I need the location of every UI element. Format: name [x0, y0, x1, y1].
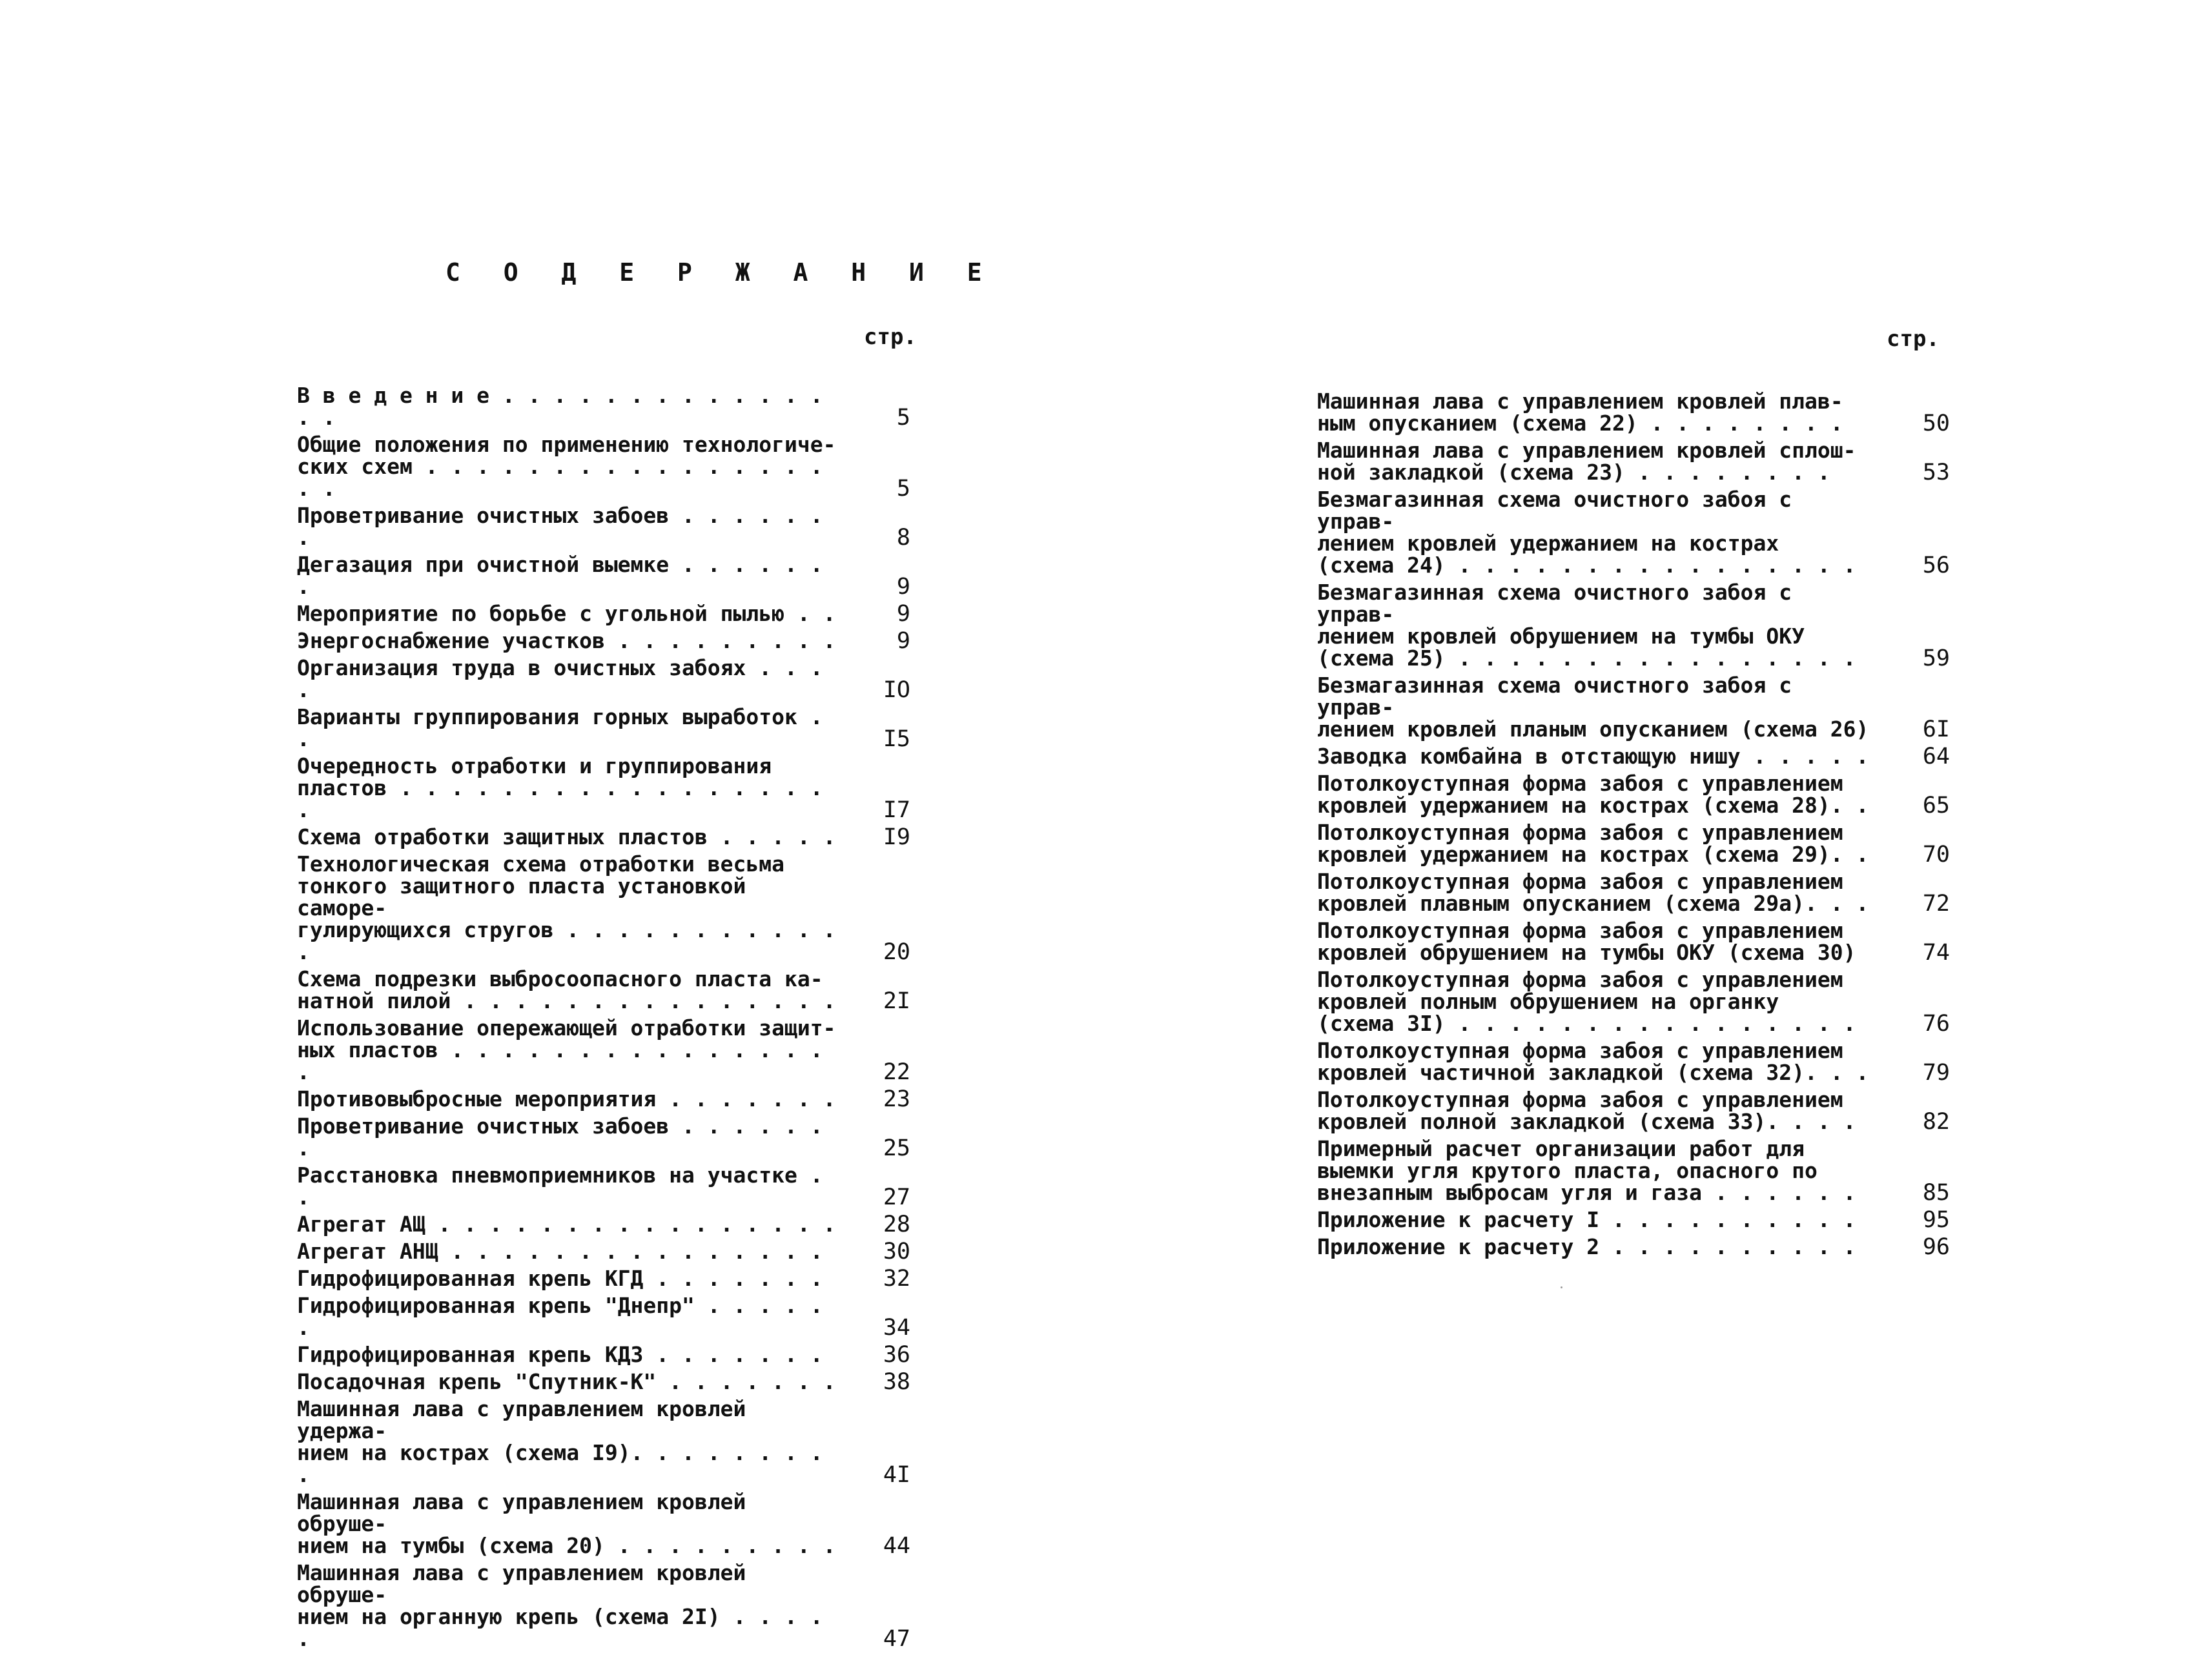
toc-entry-page: I5: [883, 726, 910, 752]
toc-entry-page: 9: [896, 601, 910, 627]
toc-entry: [297, 1562, 910, 1650]
toc-entry-title: Потолкоуступная форма забоя с управлением кровлей удержанием на кострах (схема 29). .: [1317, 820, 1869, 867]
toc-entry-page: 36: [883, 1342, 910, 1368]
toc-entry: [297, 1164, 910, 1208]
toc-entry: [1317, 582, 1950, 669]
toc-entry: [1317, 969, 1950, 1035]
toc-entry-page: 59: [1922, 645, 1950, 671]
toc-entry-page: IO: [883, 677, 910, 703]
toc-entry-title: Машинная лава с управлением кровлей удержа- нием на кострах (схема I9). . . . . . . . .: [297, 1396, 823, 1487]
toc-entry-page: 56: [1922, 553, 1950, 578]
toc-entry-title: Проветривание очистных забоев . . . . . . .: [297, 1113, 823, 1161]
toc-entry: [1317, 391, 1950, 434]
toc-entry-title: Общие положения по применению технологиче- ских схем . . . . . . . . . . . . . . . . . .: [297, 432, 836, 501]
toc-entry-page: 9: [896, 628, 910, 654]
toc-entry-title: Машинная лава с управлением кровлей сплош- ной закладкой (схема 23) . . . . . . . .: [1317, 438, 1856, 485]
toc-entry-page: 72: [1922, 891, 1950, 917]
toc-entry-page: 25: [883, 1135, 910, 1161]
toc-entry: [297, 1088, 910, 1110]
toc-entry-title: В в е д е н и е . . . . . . . . . . . . . . .: [297, 383, 823, 430]
toc-entry-title: Гидрофицированная крепь "Днепр" . . . . . .: [297, 1293, 823, 1340]
toc-entry: [1317, 773, 1950, 817]
toc-entry-title: Агрегат АЩ . . . . . . . . . . . . . . . .: [297, 1212, 836, 1237]
toc-entry-page: 74: [1922, 940, 1950, 966]
toc-entry-page: 76: [1922, 1011, 1950, 1037]
toc-entry-page: 64: [1922, 744, 1950, 769]
toc-entry-title: Безмагазинная схема очистного забоя с управ- лением кровлей удержанием на кострах (схема 24) . . . . . . . . . . . . . . . .: [1317, 487, 1856, 578]
toc-entry-title: Потолкоуступная форма забоя с управлением кровлей частичной закладкой (схема 32). . .: [1317, 1038, 1869, 1085]
toc-entry-page: 4I: [883, 1462, 910, 1488]
toc-entry: [1317, 1236, 1950, 1258]
toc-entry: [1317, 1089, 1950, 1133]
toc-entry-title: Потолкоуступная форма забоя с управлением кровлей полной закладкой (схема 33). . . .: [1317, 1087, 1856, 1134]
toc-entry: [297, 630, 910, 652]
toc-entry-page: 5: [896, 405, 910, 431]
toc-entry-page: 30: [883, 1239, 910, 1264]
toc-entry-title: Потолкоуступная форма забоя с управлением кровлей обрушением на тумбы ОКУ (схема 30): [1317, 918, 1856, 965]
toc-entry-page: I9: [883, 824, 910, 850]
toc-entry-page: 34: [883, 1315, 910, 1341]
toc-entry-title: Схема подрезки выбросоопасного пласта ка- натной пилой . . . . . . . . . . . . . . .: [297, 966, 836, 1013]
toc-entry: [297, 434, 910, 500]
toc-entry-page: 38: [883, 1369, 910, 1395]
toc-entry: [1317, 489, 1950, 576]
toc-entry-page: 65: [1922, 793, 1950, 818]
toc-entry-title: Использование опережающей отработки защит- ных пластов . . . . . . . . . . . . . . . .: [297, 1015, 836, 1084]
toc-column-left: [297, 385, 910, 1655]
toc-entry-page: 23: [883, 1086, 910, 1112]
toc-entry-page: 95: [1922, 1207, 1950, 1233]
toc-entry-page: 28: [883, 1212, 910, 1237]
toc-entry-title: Безмагазинная схема очистного забоя с управ- лением кровлей планым опусканием (схема 26): [1317, 673, 1869, 742]
toc-entry-title: Машинная лава с управлением кровлей плав- ным опусканием (схема 22) . . . . . . . .: [1317, 389, 1843, 436]
toc-entry-title: Энергоснабжение участков . . . . . . . . .: [297, 628, 836, 653]
toc-entry: [297, 968, 910, 1012]
toc-entry-title: Посадочная крепь "Спутник-К" . . . . . . .: [297, 1369, 836, 1394]
toc-entry: [297, 853, 910, 963]
toc-entry-title: Агрегат АНЩ . . . . . . . . . . . . . . .: [297, 1239, 823, 1264]
toc-entry-page: 2I: [883, 988, 910, 1014]
toc-entry: [297, 1295, 910, 1339]
toc-entry-title: Схема отработки защитных пластов . . . . .: [297, 824, 836, 849]
toc-entry-page: 44: [883, 1533, 910, 1559]
toc-entry-title: Гидрофицированная крепь КДЗ . . . . . . .: [297, 1342, 823, 1367]
toc-entry: [297, 1115, 910, 1159]
toc-entry-page: 50: [1922, 411, 1950, 436]
toc-entry: [297, 826, 910, 848]
toc-entry-page: 70: [1922, 842, 1950, 868]
toc-entry-page: 53: [1922, 460, 1950, 485]
toc-entry-title: Безмагазинная схема очистного забоя с управ- лением кровлей обрушением на тумбы ОКУ (схема 25) . . . . . . . . . . . . . . . .: [1317, 580, 1856, 671]
toc-column-right: [1317, 391, 1950, 1263]
toc-entry-title: Потолкоуступная форма забоя с управлением кровлей полным обрушением на органку (схема 3I) . . . . . . . . . . . . . . . .: [1317, 967, 1856, 1036]
toc-entry-page: 32: [883, 1266, 910, 1292]
toc-entry-title: Приложение к расчету 2 . . . . . . . . . .: [1317, 1234, 1856, 1259]
toc-entry: [297, 1017, 910, 1083]
page-column-label-left: стр.: [864, 324, 917, 350]
toc-entry: [1317, 822, 1950, 866]
toc-entry-title: Противовыбросные мероприятия . . . . . . .: [297, 1086, 836, 1112]
toc-entry-title: Технологическая схема отработки весьма тонкого защитного пласта установкой саморе- гулирующихся стругов . . . . . . . . . . . .: [297, 851, 836, 964]
toc-entry: [1317, 440, 1950, 483]
toc-entry: [1317, 871, 1950, 915]
toc-entry-title: Примерный расчет организации работ для выемки угля крутого пласта, опасного по внезапным выбросам угля и газа . . . . . .: [1317, 1136, 1856, 1205]
toc-entry-title: Потолкоуступная форма забоя с управлением кровлей плавным опусканием (схема 29а). . .: [1317, 869, 1869, 916]
page-column-label-right: стр.: [1887, 326, 1940, 352]
toc-entry: [1317, 675, 1950, 740]
toc-entry-title: Организация труда в очистных забоях . . . .: [297, 655, 823, 702]
toc-entry: [297, 505, 910, 549]
toc-entry-title: Варианты группирования горных выработок . .: [297, 704, 823, 751]
toc-entry: [297, 1344, 910, 1366]
toc-entry: [297, 706, 910, 750]
toc-entry-title: Машинная лава с управлением кровлей обруше- нием на тумбы (схема 20) . . . . . . . . .: [297, 1489, 836, 1558]
scan-speck: [1561, 1286, 1562, 1288]
toc-entry-page: 22: [883, 1059, 910, 1085]
toc-entry: [1317, 746, 1950, 767]
toc-entry-page: 9: [896, 574, 910, 600]
toc-entry-title: Потолкоуступная форма забоя с управлением кровлей удержанием на кострах (схема 28). .: [1317, 771, 1869, 818]
toc-entry: [297, 554, 910, 598]
toc-entry-title: Гидрофицированная крепь КГД . . . . . . .: [297, 1266, 823, 1291]
toc-entry-page: 96: [1922, 1234, 1950, 1260]
toc-entry: [297, 1491, 910, 1557]
toc-entry: [1317, 1138, 1950, 1204]
toc-entry-title: Проветривание очистных забоев . . . . . . .: [297, 503, 823, 550]
toc-entry-page: 5: [896, 476, 910, 502]
contents-title: С О Д Е Р Ж А Н И Е: [445, 258, 996, 287]
toc-entry: [297, 1241, 910, 1263]
toc-entry-title: Машинная лава с управлением кровлей обруше- нием на органную крепь (схема 2I) . . . . .: [297, 1560, 823, 1651]
toc-entry-page: 20: [883, 939, 910, 965]
toc-entry-page: 8: [896, 525, 910, 551]
toc-entry-page: 82: [1922, 1109, 1950, 1135]
toc-entry: [297, 1398, 910, 1486]
toc-entry-page: 27: [883, 1184, 910, 1210]
toc-entry: [1317, 1040, 1950, 1084]
toc-entry-title: Дегазация при очистной выемке . . . . . . .: [297, 552, 823, 599]
toc-entry-title: Заводка комбайна в отстающую нишу . . . . .: [1317, 744, 1869, 769]
toc-entry: [297, 1268, 910, 1290]
toc-entry-title: Мероприятие по борьбе с угольной пылью . .: [297, 601, 836, 626]
toc-entry: [297, 385, 910, 429]
toc-entry: [297, 657, 910, 701]
toc-entry: [1317, 1209, 1950, 1231]
toc-entry-page: 85: [1922, 1180, 1950, 1206]
toc-entry: [297, 1371, 910, 1393]
toc-entry-page: 6I: [1922, 716, 1950, 742]
toc-entry: [1317, 920, 1950, 964]
toc-entry: [297, 1213, 910, 1235]
toc-entry-title: Расстановка пневмоприемников на участке . .: [297, 1163, 823, 1210]
toc-entry: [297, 755, 910, 821]
toc-entry-title: Приложение к расчету I . . . . . . . . . .: [1317, 1207, 1856, 1232]
toc-entry-page: I7: [883, 797, 910, 823]
toc-entry: [297, 603, 910, 625]
toc-entry-page: 79: [1922, 1060, 1950, 1086]
toc-entry-title: Очередность отработки и группирования пластов . . . . . . . . . . . . . . . . . .: [297, 753, 823, 822]
toc-entry-page: 47: [883, 1626, 910, 1652]
